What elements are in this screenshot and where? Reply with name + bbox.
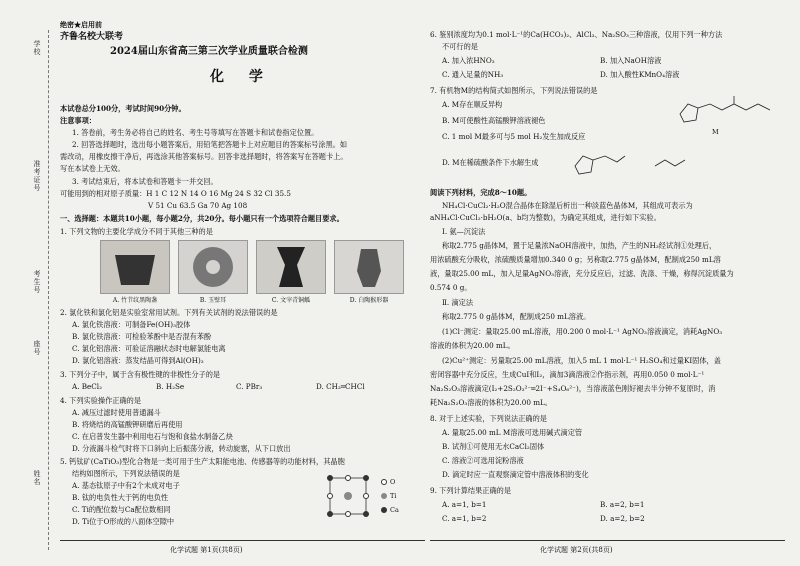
note-1: 1. 答卷前，考生务必将自己的姓名、考生号等填写在答题卡和试卷指定位置。	[72, 128, 319, 137]
passage-line-7: 称取2.775 0 g晶体M，配制成250 mL溶液。	[442, 312, 591, 321]
q7-option-a: A. M存在顺反异构	[442, 100, 503, 109]
q6-option-b: B. 加入NaOH溶液	[600, 56, 662, 65]
section-1-heading: 一、选择题：本题共10小题，每小题2分，共20分。每小题只有一个选项符合题目要求。	[60, 214, 344, 223]
passage-line-3: 称取2.775 g晶体M，置于足量浓NaOH溶液中，加热，产生的NH₃经试剂①处理后，	[442, 241, 717, 250]
binding-label: 姓名	[33, 470, 41, 486]
molecule-m-label: M	[712, 128, 719, 136]
perovskite-unit-cell-diagram	[322, 470, 412, 526]
passage-line-9: 溶液的体积为20.00 mL。	[430, 341, 515, 350]
q5-option-c: C. Ti的配位数与Ca配位数相同	[72, 505, 171, 514]
q1-stem: 1. 下列文物的主要化学成分不同于其他三种的是	[60, 227, 213, 236]
q1-option-b: B. 玉壁耳	[199, 297, 227, 304]
q5-option-a: A. 基态钛原子中有2个未成对电子	[72, 481, 180, 490]
page-footer-left: 化学试题 第1页(共8页)	[170, 546, 243, 554]
q7-option-d: D. M在稀硫酸条件下水解生成	[442, 158, 539, 167]
passage-line-12: Na₂S₂O₃溶液滴定(I₂+2S₂O₃²⁻═2I⁻+S₄O₆²⁻)，当溶液蓝色刚好褪去半分钟不复原时，消	[430, 384, 716, 393]
footer-rule	[60, 540, 425, 541]
q6-option-c: C. 通入足量的NH₃	[442, 70, 504, 79]
q9-option-d: D. a=2, b=2	[600, 514, 645, 523]
q9-stem: 9. 下列计算结果正确的是	[430, 486, 512, 495]
legend-ti: Ti	[390, 492, 397, 500]
passage-line-10: (2)Cu²⁺测定：另量取25.00 mL溶液，加入5 mL 1 mol·L⁻¹ H₂SO₄和过量KI固体，盖	[442, 356, 721, 365]
q4-option-a: A. 减压过滤时使用普通漏斗	[72, 408, 161, 417]
q7-stem: 7. 有机物M的结构简式如图所示，下列说法错误的是	[430, 86, 598, 95]
binding-label: 准考证号	[33, 160, 41, 192]
binding-label: 学校	[33, 40, 41, 56]
q5-stem-b: 结构如图所示，下列说法错误的是	[72, 469, 180, 478]
q5-option-b: B. 钛的电负性大于钙的电负性	[72, 493, 169, 502]
note-3: 3. 考试结束后，将本试卷和答题卡一并交回。	[72, 177, 218, 186]
q3-option-b: B. H₂Se	[156, 382, 185, 391]
secret-mark: 绝密★启用前	[60, 20, 102, 29]
passage-line-13: 耗Na₂S₂O₃溶液的体积为20.00 mL。	[430, 398, 552, 407]
q8-stem: 8. 对于上述实验，下列说法正确的是	[430, 414, 547, 423]
q2-option-b: B. 氯化铁溶液：可检验苯酚中是否混有苯酚	[72, 332, 212, 341]
q3-option-a: A. BeCl₂	[72, 382, 102, 391]
q2-option-c: C. 氯化铝溶液：可验证溶融状态时电解氯能电离	[72, 344, 226, 353]
artifact-image-d	[334, 240, 404, 304]
q2-option-d: D. 氯化铝溶液：蒸发结晶可得到Al(OH)₃	[72, 356, 204, 365]
q7-option-c: C. 1 mol M最多可与5 mol H₂发生加成反应	[442, 132, 586, 141]
q1-option-c: C. 文宰青铜觚	[271, 297, 311, 304]
q9-option-a: A. a=1, b=1	[442, 500, 487, 509]
note-2c: 写在本试卷上无效。	[60, 164, 125, 173]
q3-option-d: D. CH₂═CHCl	[316, 382, 365, 391]
q4-option-d: D. 分液漏斗检气时将下口斜向上后振荡分液，转动旋塞，从下口放出	[72, 444, 291, 453]
hydrolysis-products-structure	[565, 150, 695, 180]
q5-option-d: D. Ti位于O形成的八面体空隙中	[72, 517, 175, 526]
q9-option-b: B. a=2, b=1	[600, 500, 645, 509]
passage-line-11: 密闭容器中充分反应，生成CuI和I₂，滴加3滴溶液②作指示剂，再用0.050 0 mol·L⁻¹	[430, 370, 705, 379]
subject-title: 化 学	[210, 69, 273, 85]
notes-title: 注意事项：	[60, 116, 96, 125]
binding-label: 考生号	[33, 270, 41, 294]
legend-o: O	[390, 478, 396, 486]
q6-stem-b: 不可行的是	[442, 42, 478, 51]
footer-rule	[430, 540, 785, 541]
exam-title: 2024届山东省高三第三次学业质量联合检测	[110, 46, 308, 57]
q2-stem: 2. 氯化铁和氯化铝是实验室常用试剂。下列有关试剂的说法错误的是	[60, 308, 278, 317]
note-4a: 可能用到的相对原子质量：H 1 C 12 N 14 O 16 Mg 24 S 32 Cl 35.5	[60, 189, 291, 198]
q6-option-a: A. 加入浓HNO₃	[442, 56, 495, 65]
q2-option-a: A. 氯化铁溶液：可制备Fe(OH)₃胶体	[72, 320, 191, 329]
q8-option-c: C. 溶液②可选用淀粉溶液	[442, 456, 524, 465]
note-4b: V 51 Cu 63.5 Ga 70 Ag 108	[148, 201, 248, 210]
passage-line-2: aNH₄Cl·CuCl₂·bH₂O(a、b均为整数)，为确定其组成，进行如下实验。	[430, 213, 661, 222]
passage-line-6: 0.574 0 g。	[430, 283, 472, 292]
alliance-name: 齐鲁名校大联考	[60, 32, 124, 42]
q7-option-b: B. M可使酸性高锰酸钾溶液褪色	[442, 116, 546, 125]
method-1-heading: Ⅰ. 氨—沉淀法	[442, 227, 486, 236]
white-pottery-figure-icon	[335, 241, 403, 293]
passage-line-4: 用浓硫酸充分吸收，浓硫酸质量增加0.340 0 g；另称取2.775 g晶体M，配制成250 mL溶	[430, 255, 721, 264]
q9-option-c: C. a=1, b=2	[442, 514, 487, 523]
q4-option-b: B. 将烧结的高锰酸钾研磨后再使用	[72, 420, 183, 429]
q1-option-a: A. 竹节纹黑陶盏	[112, 297, 158, 304]
reading-title: 阅读下列材料，完成8～10题。	[430, 188, 532, 197]
jade-disc-icon	[179, 241, 247, 293]
passage-line-1: NH₄Cl·CuCl₂·H₂O混合晶体在除湿后析出一种淡蓝色晶体M，其组成可表示为	[442, 201, 693, 210]
q8-option-b: B. 试剂①可使用无水CaCl₂固体	[442, 442, 545, 451]
score-line: 本试卷总分100分，考试时间90分钟。	[60, 104, 186, 113]
legend-ca: Ca	[390, 506, 399, 514]
q6-option-d: D. 加入酸性KMnO₄溶液	[600, 70, 680, 79]
passage-line-8: (1)Cl⁻测定：量取25.00 mL溶液，用0.200 0 mol·L⁻¹ AgNO₃溶液滴定，消耗AgNO₃	[442, 327, 723, 336]
artifact-image-a	[100, 240, 170, 304]
q3-option-c: C. PBr₃	[236, 382, 263, 391]
q1-option-d: D. 白陶猴形器	[349, 297, 389, 304]
q4-option-c: C. 在启普发生器中利用电石与饱和食盐水制备乙炔	[72, 432, 233, 441]
q3-stem: 3. 下列分子中，属于含有极性键的非极性分子的是	[60, 370, 221, 379]
page-footer-right: 化学试题 第2页(共8页)	[540, 546, 613, 554]
q4-stem: 4. 下列实验操作正确的是	[60, 396, 142, 405]
note-2b: 需改动，用橡皮擦干净后，再选涂其他答案标号。回答非选择题时，将答案写在答题卡上。	[60, 152, 348, 161]
q8-option-d: D. 滴定时应一直观察滴定管中溶液体积的变化	[442, 470, 589, 479]
q5-stem-a: 5. 钙钛矿(CaTiO₃)型化合物是一类可用于生产太阳能电池、传感器等的功能材料，其晶胞	[60, 457, 345, 466]
q6-stem-a: 6. 鉴别浓度均为0.1 mol·L⁻¹的Ca(HCO₃)₂、AlCl₃、Na₂SO₃三种溶液，仅用下列一种方法	[430, 30, 723, 39]
binding-label: 座号	[33, 340, 41, 356]
molecule-m-structure	[670, 92, 790, 132]
note-2a: 2. 回答选择题时，选出每小题答案后，用铅笔把答题卡上对应题目的答案标号涂黑。如	[72, 140, 348, 149]
q8-option-a: A. 量取25.00 mL M溶液可选用碱式滴定管	[442, 428, 583, 437]
bronze-vessel-icon	[257, 241, 325, 293]
artifact-image-c	[256, 240, 326, 304]
black-pottery-cup-icon	[101, 241, 169, 293]
method-2-heading: Ⅱ. 滴定法	[442, 298, 474, 307]
passage-line-5: 液，量取25.00 mL，加入足量AgNO₃溶液，充分反应后，过滤、洗涤、干燥，称得沉淀质量为	[430, 269, 734, 278]
artifact-image-b	[178, 240, 248, 304]
